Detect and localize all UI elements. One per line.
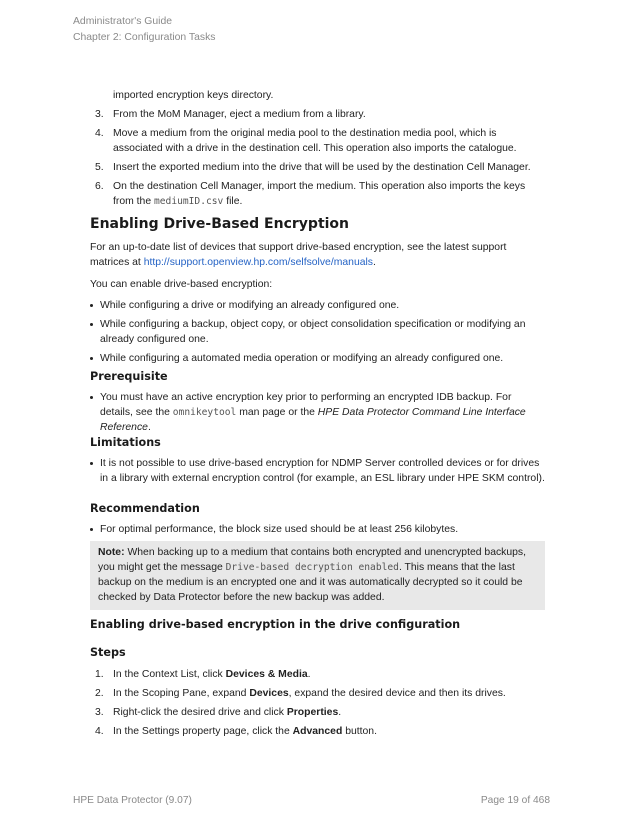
configuration-steps-list xyxy=(90,667,545,739)
enable-intro: You can enable drive-based encryption: xyxy=(90,279,273,290)
intro-text: For an up-to-date list of devices that support drive-based encryption, see the latest support matrices at xyxy=(90,242,507,268)
list-item xyxy=(90,724,545,739)
list-item xyxy=(90,107,545,122)
step-text-after: . xyxy=(307,669,311,680)
page-header xyxy=(73,14,215,46)
recommendation-heading: Recommendation xyxy=(90,502,200,515)
step-text-before: In the Context List, click xyxy=(113,669,226,680)
step-number: 4. xyxy=(95,726,104,737)
list-item xyxy=(90,686,545,701)
step-number: 6. xyxy=(95,181,104,192)
list-item-text: While configuring a automated media operation or modifying an already configured one. xyxy=(100,353,504,364)
bullet-icon xyxy=(90,396,93,399)
prerequisite-text-after: . xyxy=(147,422,151,433)
note-message-code: Drive-based decryption enabled xyxy=(225,562,399,573)
step-text: From the MoM Manager, eject a medium from a library. xyxy=(113,109,366,120)
limitations-list xyxy=(90,456,545,486)
previous-steps-list xyxy=(90,107,545,209)
ui-element-name: Devices & Media xyxy=(225,669,308,680)
bullet-icon xyxy=(90,357,93,360)
support-matrices-link[interactable]: http://support.openview.hp.com/selfsolve/manuals xyxy=(143,257,374,268)
continuation-text: imported encryption keys directory. xyxy=(113,90,274,101)
step-number: 3. xyxy=(95,707,104,718)
step-number: 4. xyxy=(95,128,104,139)
list-item-text: For optimal performance, the block size used should be at least 256 kilobytes. xyxy=(100,524,459,535)
bullet-icon xyxy=(90,304,93,307)
step-text-before: In the Scoping Pane, expand xyxy=(113,688,250,699)
list-item xyxy=(90,179,545,209)
step-text-before: On the destination Cell Manager, import the medium. This operation also imports the keys from the xyxy=(113,181,526,207)
prerequisite-text-mid: man page or the xyxy=(236,407,318,418)
step-text-after: file. xyxy=(223,196,243,207)
step-number: 5. xyxy=(95,162,104,173)
list-item xyxy=(90,351,545,366)
bullet-icon xyxy=(90,528,93,531)
step-text: Move a medium from the original media pool to the destination media pool, which is associated with a drive in the destination cell. This operation also imports the catalogue. xyxy=(113,128,517,154)
note-text-after: . This means that the last backup on the medium is an encrypted one and it was automatically decrypted so it could be checked by Data Protector before the new backup was added. xyxy=(98,562,523,603)
list-item xyxy=(90,298,545,313)
note-text-before: When backing up to a medium that contains both encrypted and unencrypted backups, you might get the message xyxy=(98,547,527,573)
list-item-text: While configuring a drive or modifying an already configured one. xyxy=(100,300,400,311)
section-title: Enabling Drive-Based Encryption xyxy=(90,216,350,232)
section-intro xyxy=(90,240,545,270)
step-text-after: button. xyxy=(342,726,377,737)
note-box xyxy=(90,541,545,610)
enable-options-list xyxy=(90,298,545,366)
list-item xyxy=(90,126,545,156)
list-item xyxy=(90,390,545,435)
list-item xyxy=(90,667,545,682)
step-text-before: In the Settings property page, click the xyxy=(113,726,293,737)
bullet-icon xyxy=(90,462,93,465)
steps-heading: Steps xyxy=(90,646,126,659)
step-number: 3. xyxy=(95,109,104,120)
step-text-before: Right-click the desired drive and click xyxy=(113,707,287,718)
subsection-heading: Enabling drive-based encryption in the drive configuration xyxy=(90,618,461,631)
footer-product: HPE Data Protector (9.07) xyxy=(73,795,192,806)
step-number: 2. xyxy=(95,688,104,699)
prerequisite-heading: Prerequisite xyxy=(90,370,168,383)
bullet-icon xyxy=(90,323,93,326)
list-item xyxy=(90,456,545,486)
step-number: 1. xyxy=(95,669,104,680)
header-chapter-title: Chapter 2: Configuration Tasks xyxy=(73,32,216,43)
list-item xyxy=(90,160,545,175)
step-text: Insert the exported medium into the drive that will be used by the destination Cell Manager. xyxy=(113,162,531,173)
ui-element-name: Properties xyxy=(286,707,339,718)
page-footer xyxy=(73,793,550,808)
ui-element-name: Devices xyxy=(249,688,289,699)
step-text-after: . xyxy=(338,707,342,718)
limitations-heading: Limitations xyxy=(90,436,161,449)
note-label: Note: xyxy=(98,547,125,558)
code-filename: mediumID.csv xyxy=(154,196,224,207)
list-item-text: While configuring a backup, object copy, or object consolidation specification or modifying an already configured one. xyxy=(100,319,526,345)
reference-title: HPE Data Protector Command Line Interface Reference xyxy=(100,407,526,433)
ui-element-name: Advanced xyxy=(292,726,343,737)
list-item xyxy=(90,705,545,720)
intro-end: . xyxy=(373,257,376,268)
command-name: omnikeytool xyxy=(172,407,237,418)
list-item-text: It is not possible to use drive-based encryption for NDMP Server controlled devices or for drives in a library with external encryption control (for example, an ESL library under HPE SKM control). xyxy=(100,458,545,484)
prerequisite-text-before: You must have an active encryption key prior to performing an encrypted IDB backup. For details, see the xyxy=(100,392,512,418)
step-text-after: , expand the desired device and then its drives. xyxy=(288,688,506,699)
list-item xyxy=(90,522,545,537)
header-guide-title: Administrator's Guide xyxy=(73,16,173,27)
prerequisite-list xyxy=(90,390,545,435)
recommendation-list xyxy=(90,522,545,537)
list-item xyxy=(90,317,545,347)
footer-page-number: Page 19 of 468 xyxy=(480,795,550,806)
